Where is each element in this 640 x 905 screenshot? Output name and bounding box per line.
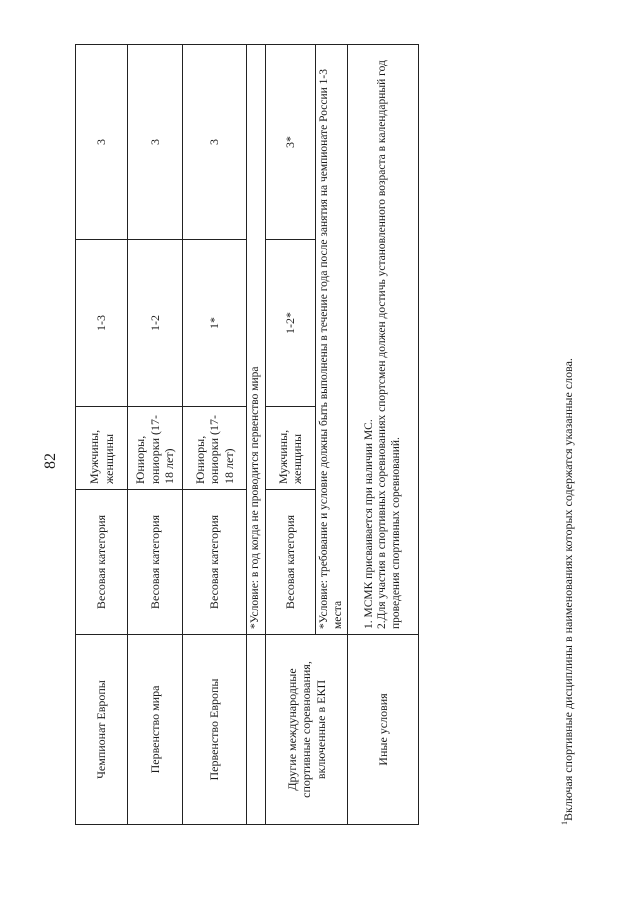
condition-note: *Условие: требование и условие должны быть выполнены в течение года после занятия на чемпионате России 1-3 места [315,45,348,635]
category-cell: Весовая категория [76,490,128,635]
other-conditions-text [348,45,419,635]
group-cell: Мужчины, женщины [265,407,315,490]
table-row [348,45,419,825]
place-cell: 1-2 [128,240,183,407]
qualification-table [75,44,419,825]
event-cell: Первенство Европы [183,635,247,825]
table-row [183,45,247,825]
other-conditions-label: Иные условия [348,635,419,825]
count-cell: 3 [128,45,183,240]
footnote [560,358,576,825]
table-row [265,45,315,825]
footnote-text: Включая спортивные дисциплины в наименованиях которых содержатся указанные слова. [561,358,575,821]
footnote-marker: 1 [560,821,569,825]
condition-note: *Условие: в год когда не проводится первенство мира [247,45,266,635]
place-cell: 1* [183,240,247,407]
event-cell: Чемпионат Европы [76,635,128,825]
table-row [128,45,183,825]
other-condition-item: 1. МСМК присваивается при наличии МС. [362,419,375,629]
event-cell: Первенство мира [128,635,183,825]
condition-row [247,45,266,825]
count-cell: 3 [76,45,128,240]
other-condition-item: 2.Для участия в спортивных соревнованиях спортсмен должен достичь установленного возраста в календарный год проведения спортивных соревнований. [376,60,403,629]
group-cell: Мужчины, женщины [76,407,128,490]
category-cell: Весовая категория [128,490,183,635]
count-cell: 3* [265,45,315,240]
page-number: 82 [42,453,59,469]
category-cell: Весовая категория [265,490,315,635]
place-cell: 1-3 [76,240,128,407]
event-cell: Другие международные спортивные соревнования, включенные в ЕКП [265,635,348,825]
table-row [76,45,128,825]
count-cell: 3 [183,45,247,240]
group-cell: Юниоры, юниорки (17-18 лет) [128,407,183,490]
group-cell: Юниоры, юниорки (17-18 лет) [183,407,247,490]
place-cell: 1-2* [265,240,315,407]
category-cell: Весовая категория [183,490,247,635]
